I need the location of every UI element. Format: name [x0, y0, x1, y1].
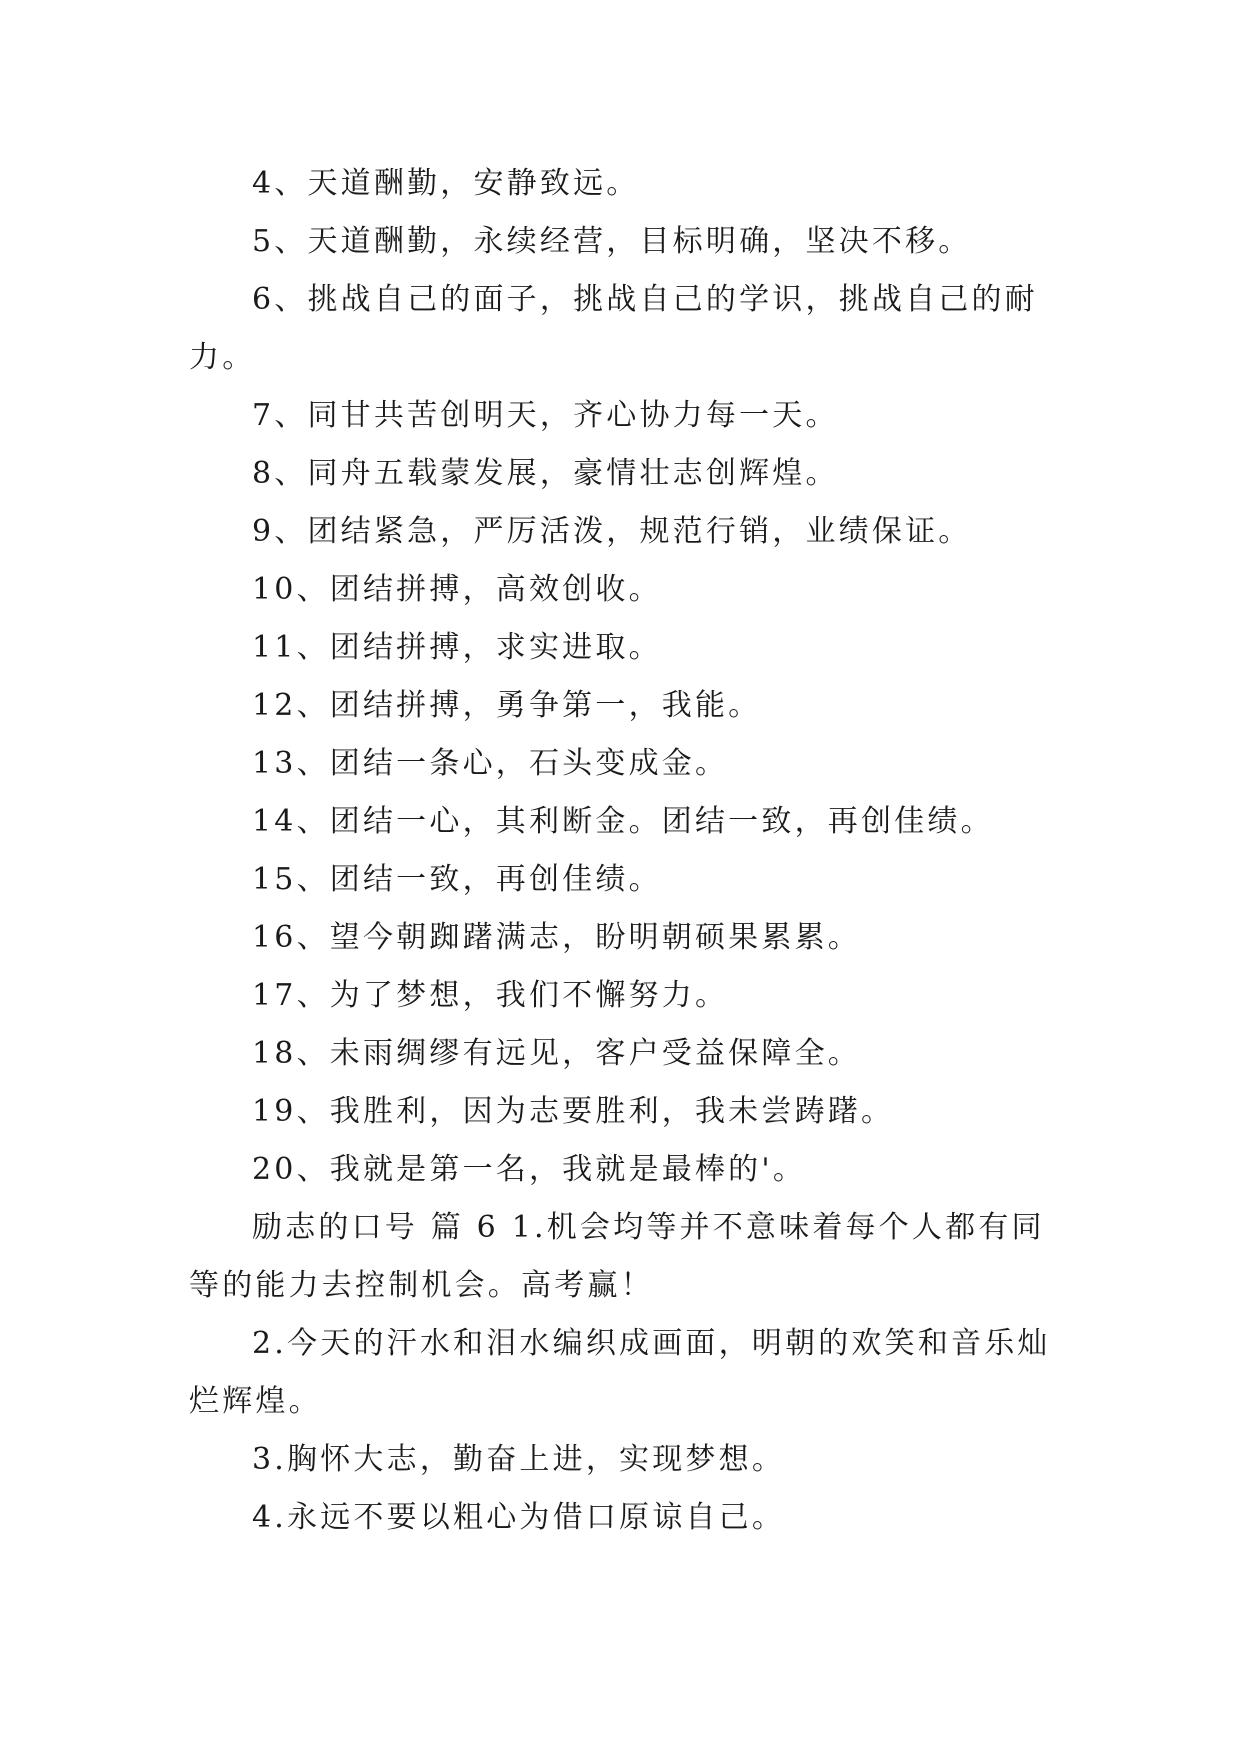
paragraph: 14、团结一心，其利断金。团结一致，再创佳绩。 [252, 804, 994, 839]
section-heading-paragraph: 励志的口号 篇 6 1.机会均等并不意味着每个人都有同等的能力去控制机会。高考赢！ [189, 1210, 1045, 1303]
paragraph: 19、我胜利，因为志要胜利，我未尝踌躇。 [252, 1094, 895, 1129]
paragraph: 11、团结拼搏，求实进取。 [252, 630, 662, 665]
paragraph: 5、天道酬勤，永续经营，目标明确，坚决不移。 [252, 224, 972, 259]
paragraph: 18、未雨绸缪有远见，客户受益保障全。 [252, 1036, 861, 1071]
paragraph: 15、团结一致，再创佳绩。 [252, 862, 662, 897]
paragraph: 13、团结一条心，石头变成金。 [252, 746, 729, 781]
paragraph: 12、团结拼搏，勇争第一，我能。 [252, 688, 762, 723]
document-body [189, 155, 1051, 1547]
paragraph: 8、同舟五载蒙发展，豪情壮志创辉煌。 [252, 456, 839, 491]
paragraph: 6、挑战自己的面子，挑战自己的学识，挑战自己的耐力。 [189, 282, 1038, 375]
paragraph: 9、团结紧急，严厉活泼，规范行销，业绩保证。 [252, 514, 972, 549]
paragraph: 7、同甘共苦创明天，齐心协力每一天。 [252, 398, 839, 433]
paragraph: 16、望今朝踟躇满志，盼明朝硕果累累。 [252, 920, 861, 955]
paragraph: 2.今天的汗水和泪水编织成画面，明朝的欢笑和音乐灿烂辉煌。 [189, 1326, 1051, 1419]
paragraph: 4.永远不要以粗心为借口原谅自己。 [252, 1500, 786, 1535]
paragraph: 3.胸怀大志，勤奋上进，实现梦想。 [252, 1442, 786, 1477]
paragraph: 4、天道酬勤，安静致远。 [252, 166, 640, 201]
paragraph: 10、团结拼搏，高效创收。 [252, 572, 662, 607]
paragraph: 17、为了梦想，我们不懈努力。 [252, 978, 729, 1013]
paragraph: 20、我就是第一名，我就是最棒的'。 [252, 1152, 807, 1187]
